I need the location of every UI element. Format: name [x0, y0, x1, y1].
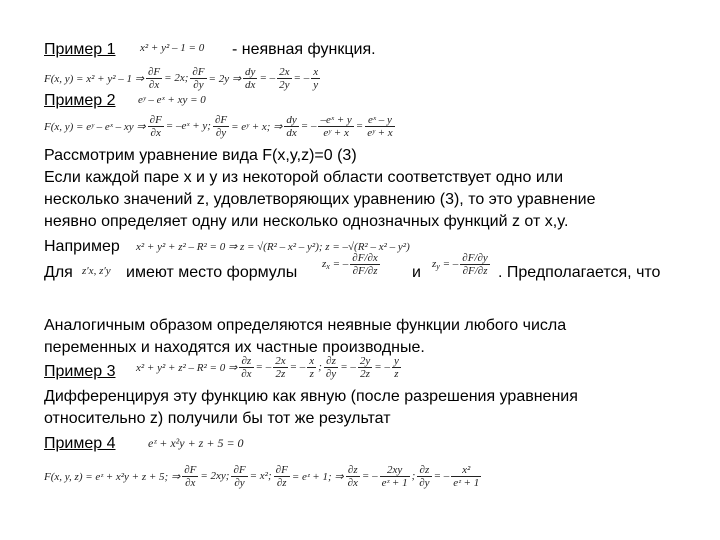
fraction: $\frac{\partial F}{\partial x}$	[147, 65, 161, 91]
fraction: $\frac{\partial F}{\partial y}$	[233, 463, 246, 489]
example-sphere-equation: x² + y² + z² – R² = 0 ⇒ z = √(R² – x² – y²); z = –√(R² – x² – y²)	[136, 241, 410, 253]
example-label: Например	[44, 238, 120, 255]
example3-heading: Пример 3	[44, 363, 116, 380]
fraction: $\frac{x}{z}$	[309, 354, 315, 380]
fraction: $\frac{\partial z}{\partial x}$	[241, 354, 252, 380]
example1-heading: Пример 1	[44, 41, 116, 58]
fraction: $\frac{\partial z}{\partial y}$	[325, 354, 337, 380]
paragraph-formulas: имеют место формулы	[126, 264, 298, 281]
fraction: $\frac{\partial F}{\partial y}$	[214, 113, 228, 139]
paragraph-line: неявно определяет одну или несколько однозначных функций z от x,y.	[44, 213, 569, 230]
fraction: $\frac{x}{y}$	[313, 65, 319, 91]
paragraph-line: Если каждой паре x и y из некоторой области соответствует одно или	[44, 169, 564, 186]
example1-caption: - неявная функция.	[232, 41, 376, 58]
example4-derivation-part: = x²;	[249, 470, 272, 482]
example1-derivation-part: = 2x;	[164, 72, 189, 84]
paragraph-line: Рассмотрим уравнение вида F(x,y,z)=0 (3)	[44, 147, 357, 164]
paragraph-line: Аналогичным образом определяются неявные функции любого числа	[44, 317, 567, 334]
paragraph-line: Дифференцируя эту функцию как явную (после разрешения уравнения	[44, 388, 578, 405]
fraction: $\frac{\partial F/\partial x}{\partial F/\partial z}$	[352, 252, 378, 277]
example1-derivation-part: = –	[259, 72, 276, 84]
paragraph-assumption: . Предполагается, что	[498, 264, 661, 281]
example1-equation: x² + y² – 1 = 0	[140, 42, 205, 54]
example2-heading: Пример 2	[44, 92, 116, 109]
fraction: $\frac{\text{x²}}{\text{eᶻ + 1}}$	[453, 463, 480, 489]
example4-derivation-part: = –	[433, 470, 450, 482]
example2-derivation-part: = eʸ + x; ⇒	[231, 120, 283, 133]
paragraph-for: Для	[44, 264, 73, 281]
fraction: $\frac{dy}{dx}$	[245, 65, 256, 91]
example3-derivation: x² + y² + z² – R² = 0 ⇒ $\frac{\partial z}{\partial x}$ = – $\frac{2x}{2z}$ = – $\frac{x}{z}$ ; $\frac{\partial z}{\partial y}$ = – $\frac{2y}{2z}$ = – $\frac{y}{z}$	[136, 354, 399, 380]
fraction: $\frac{dy}{dx}$	[286, 113, 297, 139]
example4-derivation-part: = eᶻ + 1; ⇒	[291, 470, 344, 483]
fraction: $\frac{\partial z}{\partial x}$	[347, 463, 358, 489]
fraction: $\frac{\text{eˣ – y}}{\text{eʸ + x}}$	[367, 113, 393, 139]
example1-derivation-part: = 2y ⇒	[208, 72, 242, 85]
fraction: $\frac{\partial F/\partial y}{\partial F/\partial z}$	[462, 252, 488, 277]
fraction: $\frac{2y}{2z}$	[359, 354, 371, 380]
example1-derivation-part: = –	[293, 72, 310, 84]
fraction: $\frac{\partial F}{\partial x}$	[184, 463, 197, 489]
example2-derivation-part: = –eˣ + y;	[165, 120, 211, 132]
fraction: $\frac{\partial F}{\partial x}$	[149, 113, 162, 139]
fraction: $\frac{2xy}{\text{eᶻ + 1}}$	[381, 463, 408, 489]
example2-derivation	[44, 110, 397, 142]
example2-equation: eʸ – eˣ + xy = 0	[138, 94, 206, 106]
example4-heading: Пример 4	[44, 435, 116, 452]
example3-equation: x² + y² + z² – R² = 0 ⇒	[136, 361, 238, 374]
fraction: $\frac{2x}{2z}$	[275, 354, 286, 380]
example4-derivation-part: = 2xy;	[200, 470, 230, 482]
example4-derivation-lhs: F(x, y, z) = eᶻ + x²y + z + 5; ⇒	[44, 470, 181, 483]
fraction: $\frac{\partial F}{\partial y}$	[192, 65, 205, 91]
example4-derivation: F(x, y, z) = eᶻ + x²y + z + 5; ⇒ $\frac{\partial F}{\partial x}$ = 2xy; $\frac{\partial F}{\partial y}$ = x²; $\frac{\partial F}{\partial z}$ = eᶻ + 1; ⇒ $\frac{\partial z}{\partial x}$ = – $\frac{2xy}{\text{eᶻ + 1}}$ ; $\frac{\partial z}{\partial y}$ = – $\frac{\text{x²}}{\text{eᶻ + 1}}$	[44, 463, 480, 489]
fraction: $\frac{\partial z}{\partial y}$	[419, 463, 430, 489]
example1-derivation-lhs: F(x, y) = x² + y² – 1 ⇒	[44, 72, 144, 85]
paragraph-line: несколько значений z, удовлетворяющих уравнению (3), то это уравнение	[44, 191, 596, 208]
formula-zy: $z_y$ = – $\frac{\partial F/\partial y}{\partial F/\partial z}$	[432, 252, 488, 277]
paragraph-line: относительно z) получили бы тот же результат	[44, 410, 391, 427]
fraction: $\frac{\text{–eˣ + y}}{\text{eʸ + x}}$	[320, 113, 352, 139]
formula-zx: $z_x$ = – $\frac{\partial F/\partial x}{\partial F/\partial z}$	[322, 252, 378, 277]
example2-derivation-lhs: F(x, y) = eʸ – eˣ – xy ⇒	[44, 120, 146, 133]
example2-derivation-part: =	[355, 120, 364, 132]
fraction: $\frac{\partial F}{\partial z}$	[275, 463, 288, 489]
example4-derivation-part: = –	[361, 470, 378, 482]
example2-derivation-part: = –	[300, 120, 317, 132]
example4-equation: eᶻ + x²y + z + 5 = 0	[148, 436, 244, 450]
partial-derivatives-label: z′x, z′y	[82, 265, 111, 277]
example1-derivation	[44, 62, 322, 94]
fraction: $\frac{y}{z}$	[393, 354, 399, 380]
fraction: $\frac{2x}{2y}$	[279, 65, 290, 91]
paragraph-line: переменных и находятся их частные производные.	[44, 339, 425, 356]
paragraph-and: и	[412, 264, 421, 281]
